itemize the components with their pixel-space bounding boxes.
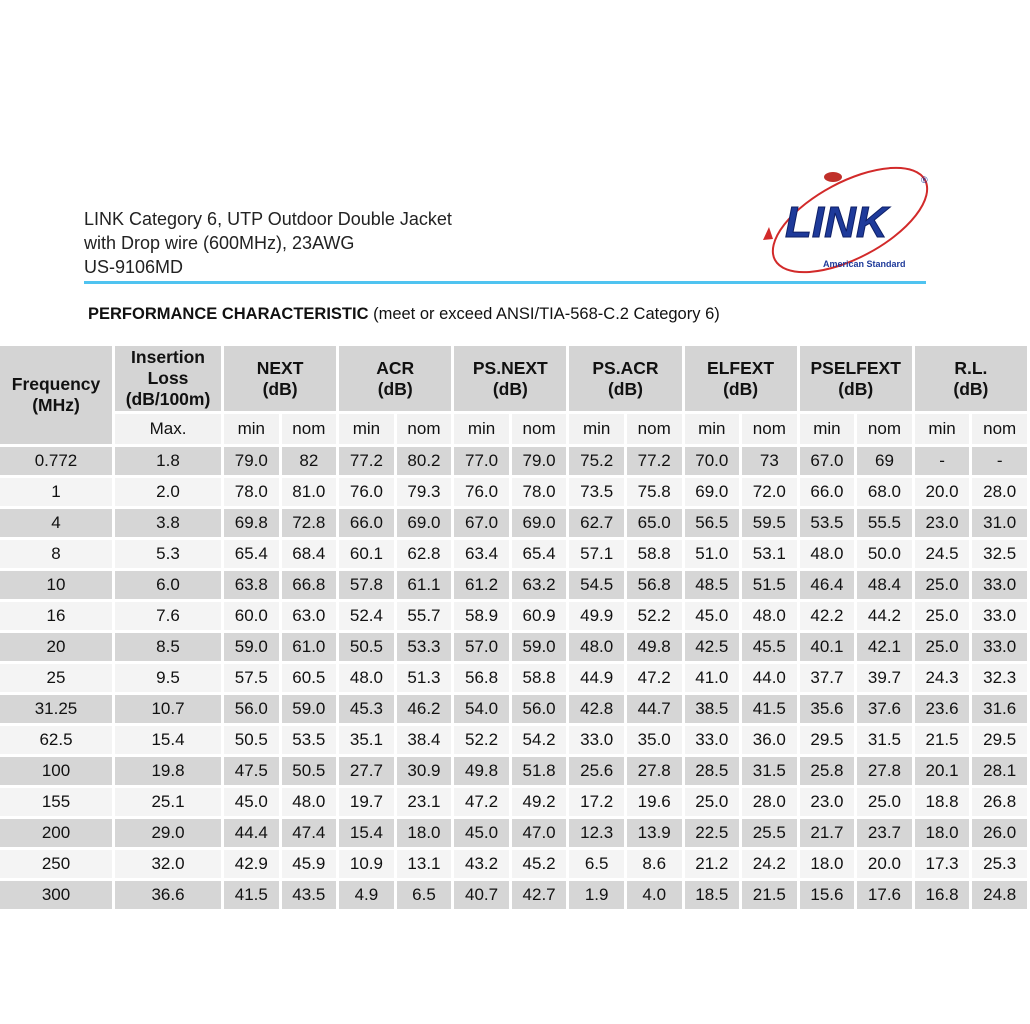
- value-cell: 57.1: [569, 540, 624, 568]
- value-cell: 53.5: [282, 726, 337, 754]
- value-cell: 30.9: [397, 757, 452, 785]
- value-cell: 77.2: [339, 447, 394, 475]
- value-cell: 69.0: [685, 478, 740, 506]
- value-cell: 36.6: [115, 881, 221, 909]
- value-cell: 62.8: [397, 540, 452, 568]
- value-cell: 56.8: [627, 571, 682, 599]
- value-cell: 12.3: [569, 819, 624, 847]
- value-cell: 29.5: [800, 726, 855, 754]
- value-cell: 45.9: [282, 850, 337, 878]
- value-cell: 6.0: [115, 571, 221, 599]
- value-cell: 51.8: [512, 757, 567, 785]
- column-subheader: min: [915, 414, 970, 444]
- value-cell: 6.5: [569, 850, 624, 878]
- value-cell: 57.5: [224, 664, 279, 692]
- value-cell: 27.8: [627, 757, 682, 785]
- value-cell: 21.5: [742, 881, 797, 909]
- value-cell: 81.0: [282, 478, 337, 506]
- value-cell: 72.8: [282, 509, 337, 537]
- registered-mark: ®: [921, 175, 928, 185]
- column-subheader: nom: [742, 414, 797, 444]
- table-row: [0, 571, 1027, 599]
- value-cell: 10.9: [339, 850, 394, 878]
- frequency-cell: 250: [0, 850, 112, 878]
- value-cell: 42.9: [224, 850, 279, 878]
- value-cell: 79.3: [397, 478, 452, 506]
- frequency-cell: 8: [0, 540, 112, 568]
- value-cell: 47.0: [512, 819, 567, 847]
- value-cell: 9.5: [115, 664, 221, 692]
- value-cell: 13.1: [397, 850, 452, 878]
- value-cell: 73: [742, 447, 797, 475]
- column-header: ELFEXT (dB): [685, 346, 797, 411]
- value-cell: 3.8: [115, 509, 221, 537]
- value-cell: 42.5: [685, 633, 740, 661]
- value-cell: 50.5: [282, 757, 337, 785]
- table-row: [0, 695, 1027, 723]
- value-cell: 33.0: [972, 602, 1027, 630]
- value-cell: 78.0: [512, 478, 567, 506]
- value-cell: 54.0: [454, 695, 509, 723]
- value-cell: 31.5: [742, 757, 797, 785]
- value-cell: 53.1: [742, 540, 797, 568]
- value-cell: 28.1: [972, 757, 1027, 785]
- value-cell: 78.0: [224, 478, 279, 506]
- value-cell: 36.0: [742, 726, 797, 754]
- value-cell: 37.6: [857, 695, 912, 723]
- value-cell: 33.0: [569, 726, 624, 754]
- value-cell: 72.0: [742, 478, 797, 506]
- value-cell: 24.5: [915, 540, 970, 568]
- value-cell: 48.0: [339, 664, 394, 692]
- column-subheader: min: [800, 414, 855, 444]
- value-cell: 51.0: [685, 540, 740, 568]
- value-cell: 49.8: [627, 633, 682, 661]
- value-cell: 46.2: [397, 695, 452, 723]
- value-cell: 25.1: [115, 788, 221, 816]
- value-cell: 33.0: [972, 571, 1027, 599]
- value-cell: 35.0: [627, 726, 682, 754]
- value-cell: 45.5: [742, 633, 797, 661]
- performance-title: PERFORMANCE CHARACTERISTIC: [88, 305, 369, 323]
- value-cell: 65.0: [627, 509, 682, 537]
- frequency-cell: 10: [0, 571, 112, 599]
- value-cell: 55.5: [857, 509, 912, 537]
- value-cell: 7.6: [115, 602, 221, 630]
- value-cell: 29.5: [972, 726, 1027, 754]
- value-cell: 32.3: [972, 664, 1027, 692]
- value-cell: 18.0: [397, 819, 452, 847]
- value-cell: 45.0: [685, 602, 740, 630]
- value-cell: 18.5: [685, 881, 740, 909]
- value-cell: 25.0: [915, 602, 970, 630]
- value-cell: 50.5: [224, 726, 279, 754]
- frequency-cell: 300: [0, 881, 112, 909]
- value-cell: 17.6: [857, 881, 912, 909]
- value-cell: 43.5: [282, 881, 337, 909]
- value-cell: 23.1: [397, 788, 452, 816]
- value-cell: 54.5: [569, 571, 624, 599]
- value-cell: 76.0: [454, 478, 509, 506]
- column-subheader: nom: [397, 414, 452, 444]
- value-cell: 51.5: [742, 571, 797, 599]
- value-cell: 32.0: [115, 850, 221, 878]
- value-cell: 35.1: [339, 726, 394, 754]
- value-cell: 25.3: [972, 850, 1027, 878]
- frequency-cell: 20: [0, 633, 112, 661]
- value-cell: 69.8: [224, 509, 279, 537]
- value-cell: 25.8: [800, 757, 855, 785]
- value-cell: 59.0: [224, 633, 279, 661]
- column-subheader: nom: [627, 414, 682, 444]
- value-cell: 58.9: [454, 602, 509, 630]
- table-row: [0, 757, 1027, 785]
- value-cell: 54.2: [512, 726, 567, 754]
- value-cell: 56.0: [512, 695, 567, 723]
- link-logo: [755, 165, 935, 275]
- table-row: [0, 788, 1027, 816]
- value-cell: 80.2: [397, 447, 452, 475]
- value-cell: 35.6: [800, 695, 855, 723]
- value-cell: 66.0: [339, 509, 394, 537]
- value-cell: 59.0: [512, 633, 567, 661]
- value-cell: 56.0: [224, 695, 279, 723]
- value-cell: 2.0: [115, 478, 221, 506]
- value-cell: 38.4: [397, 726, 452, 754]
- value-cell: 27.7: [339, 757, 394, 785]
- value-cell: 47.2: [627, 664, 682, 692]
- column-header: Frequency (MHz): [0, 346, 112, 444]
- value-cell: 48.0: [800, 540, 855, 568]
- frequency-cell: 1: [0, 478, 112, 506]
- table-row: [0, 478, 1027, 506]
- value-cell: 69.0: [397, 509, 452, 537]
- value-cell: 43.2: [454, 850, 509, 878]
- logo-arrowhead: [763, 227, 773, 240]
- value-cell: 10.7: [115, 695, 221, 723]
- value-cell: 23.0: [800, 788, 855, 816]
- value-cell: 47.5: [224, 757, 279, 785]
- value-cell: 61.1: [397, 571, 452, 599]
- value-cell: 24.2: [742, 850, 797, 878]
- value-cell: 46.4: [800, 571, 855, 599]
- value-cell: 19.8: [115, 757, 221, 785]
- frequency-cell: 16: [0, 602, 112, 630]
- value-cell: 22.5: [685, 819, 740, 847]
- value-cell: 15.4: [115, 726, 221, 754]
- column-subheader: Max.: [115, 414, 221, 444]
- value-cell: 38.5: [685, 695, 740, 723]
- value-cell: 53.5: [800, 509, 855, 537]
- value-cell: 44.0: [742, 664, 797, 692]
- value-cell: 24.3: [915, 664, 970, 692]
- value-cell: 25.0: [685, 788, 740, 816]
- value-cell: 50.0: [857, 540, 912, 568]
- column-subheader: min: [339, 414, 394, 444]
- table-row: [0, 819, 1027, 847]
- value-cell: 18.0: [915, 819, 970, 847]
- value-cell: 42.2: [800, 602, 855, 630]
- value-cell: 17.2: [569, 788, 624, 816]
- frequency-cell: 25: [0, 664, 112, 692]
- performance-table-grid: [0, 343, 1030, 912]
- value-cell: 18.8: [915, 788, 970, 816]
- frequency-cell: 31.25: [0, 695, 112, 723]
- value-cell: 63.8: [224, 571, 279, 599]
- value-cell: 19.6: [627, 788, 682, 816]
- value-cell: 25.0: [915, 633, 970, 661]
- value-cell: 59.5: [742, 509, 797, 537]
- value-cell: 61.0: [282, 633, 337, 661]
- value-cell: 40.1: [800, 633, 855, 661]
- value-cell: 48.0: [742, 602, 797, 630]
- value-cell: 5.3: [115, 540, 221, 568]
- value-cell: 48.0: [282, 788, 337, 816]
- value-cell: 26.0: [972, 819, 1027, 847]
- value-cell: 25.0: [915, 571, 970, 599]
- performance-table: [0, 343, 1027, 904]
- value-cell: 23.6: [915, 695, 970, 723]
- value-cell: 20.0: [857, 850, 912, 878]
- value-cell: 52.4: [339, 602, 394, 630]
- value-cell: 60.0: [224, 602, 279, 630]
- value-cell: 44.9: [569, 664, 624, 692]
- table-row: [0, 633, 1027, 661]
- value-cell: 58.8: [512, 664, 567, 692]
- value-cell: 44.7: [627, 695, 682, 723]
- value-cell: 62.7: [569, 509, 624, 537]
- value-cell: 63.0: [282, 602, 337, 630]
- value-cell: 31.6: [972, 695, 1027, 723]
- value-cell: 28.5: [685, 757, 740, 785]
- performance-note: (meet or exceed ANSI/TIA-568-C.2 Category 6): [373, 305, 720, 323]
- table-row: [0, 664, 1027, 692]
- value-cell: 66.0: [800, 478, 855, 506]
- value-cell: 66.8: [282, 571, 337, 599]
- value-cell: 20.0: [915, 478, 970, 506]
- title-line: LINK Category 6, UTP Outdoor Double Jacket: [84, 209, 452, 229]
- performance-heading: [88, 305, 720, 324]
- frequency-cell: 0.772: [0, 447, 112, 475]
- value-cell: 48.5: [685, 571, 740, 599]
- value-cell: 15.6: [800, 881, 855, 909]
- column-subheader: min: [569, 414, 624, 444]
- column-subheader: min: [224, 414, 279, 444]
- value-cell: 51.3: [397, 664, 452, 692]
- value-cell: 27.8: [857, 757, 912, 785]
- column-subheader: nom: [512, 414, 567, 444]
- value-cell: 33.0: [972, 633, 1027, 661]
- value-cell: 6.5: [397, 881, 452, 909]
- value-cell: 50.5: [339, 633, 394, 661]
- value-cell: 23.7: [857, 819, 912, 847]
- value-cell: 40.7: [454, 881, 509, 909]
- value-cell: 45.0: [454, 819, 509, 847]
- value-cell: 33.0: [685, 726, 740, 754]
- value-cell: 41.5: [224, 881, 279, 909]
- value-cell: 47.2: [454, 788, 509, 816]
- value-cell: 63.2: [512, 571, 567, 599]
- column-header: PS.ACR (dB): [569, 346, 681, 411]
- value-cell: 1.9: [569, 881, 624, 909]
- value-cell: 15.4: [339, 819, 394, 847]
- value-cell: 17.3: [915, 850, 970, 878]
- column-header: PSELFEXT (dB): [800, 346, 912, 411]
- value-cell: 41.5: [742, 695, 797, 723]
- value-cell: -: [915, 447, 970, 475]
- value-cell: 70.0: [685, 447, 740, 475]
- value-cell: 75.2: [569, 447, 624, 475]
- value-cell: 55.7: [397, 602, 452, 630]
- value-cell: 45.2: [512, 850, 567, 878]
- value-cell: 24.8: [972, 881, 1027, 909]
- value-cell: 68.0: [857, 478, 912, 506]
- value-cell: 73.5: [569, 478, 624, 506]
- value-cell: 18.0: [800, 850, 855, 878]
- value-cell: 60.9: [512, 602, 567, 630]
- value-cell: 76.0: [339, 478, 394, 506]
- column-subheader: min: [454, 414, 509, 444]
- value-cell: 16.8: [915, 881, 970, 909]
- table-row: [0, 602, 1027, 630]
- logo-tagline: American Standard: [823, 259, 906, 269]
- value-cell: 42.7: [512, 881, 567, 909]
- value-cell: 65.4: [512, 540, 567, 568]
- value-cell: 77.2: [627, 447, 682, 475]
- value-cell: 49.9: [569, 602, 624, 630]
- value-cell: -: [972, 447, 1027, 475]
- value-cell: 75.8: [627, 478, 682, 506]
- value-cell: 1.8: [115, 447, 221, 475]
- value-cell: 23.0: [915, 509, 970, 537]
- value-cell: 68.4: [282, 540, 337, 568]
- product-title: [84, 207, 452, 279]
- column-subheader: nom: [282, 414, 337, 444]
- value-cell: 49.8: [454, 757, 509, 785]
- frequency-cell: 200: [0, 819, 112, 847]
- value-cell: 8.6: [627, 850, 682, 878]
- value-cell: 4.0: [627, 881, 682, 909]
- table-row: [0, 509, 1027, 537]
- value-cell: 60.1: [339, 540, 394, 568]
- value-cell: 48.0: [569, 633, 624, 661]
- value-cell: 21.5: [915, 726, 970, 754]
- accent-divider: [84, 281, 926, 284]
- product-code: US-9106MD: [84, 257, 184, 277]
- frequency-cell: 62.5: [0, 726, 112, 754]
- column-header: R.L. (dB): [915, 346, 1027, 411]
- subheader-row: [0, 414, 1027, 444]
- value-cell: 32.5: [972, 540, 1027, 568]
- value-cell: 8.5: [115, 633, 221, 661]
- value-cell: 25.0: [857, 788, 912, 816]
- value-cell: 31.0: [972, 509, 1027, 537]
- value-cell: 31.5: [857, 726, 912, 754]
- value-cell: 69: [857, 447, 912, 475]
- value-cell: 25.5: [742, 819, 797, 847]
- value-cell: 79.0: [512, 447, 567, 475]
- frequency-cell: 155: [0, 788, 112, 816]
- value-cell: 26.8: [972, 788, 1027, 816]
- value-cell: 49.2: [512, 788, 567, 816]
- value-cell: 63.4: [454, 540, 509, 568]
- value-cell: 56.5: [685, 509, 740, 537]
- value-cell: 48.4: [857, 571, 912, 599]
- value-cell: 56.8: [454, 664, 509, 692]
- frequency-cell: 4: [0, 509, 112, 537]
- value-cell: 65.4: [224, 540, 279, 568]
- title-line: with Drop wire (600MHz), 23AWG: [84, 233, 355, 253]
- column-header: NEXT (dB): [224, 346, 336, 411]
- table-row: [0, 726, 1027, 754]
- value-cell: 29.0: [115, 819, 221, 847]
- value-cell: 52.2: [627, 602, 682, 630]
- value-cell: 37.7: [800, 664, 855, 692]
- value-cell: 20.1: [915, 757, 970, 785]
- value-cell: 39.7: [857, 664, 912, 692]
- value-cell: 13.9: [627, 819, 682, 847]
- value-cell: 41.0: [685, 664, 740, 692]
- value-cell: 42.8: [569, 695, 624, 723]
- logo-comet: [824, 172, 842, 182]
- value-cell: 25.6: [569, 757, 624, 785]
- value-cell: 21.7: [800, 819, 855, 847]
- frequency-cell: 100: [0, 757, 112, 785]
- value-cell: 44.2: [857, 602, 912, 630]
- value-cell: 58.8: [627, 540, 682, 568]
- value-cell: 4.9: [339, 881, 394, 909]
- value-cell: 60.5: [282, 664, 337, 692]
- table-row: [0, 850, 1027, 878]
- value-cell: 21.2: [685, 850, 740, 878]
- value-cell: 28.0: [972, 478, 1027, 506]
- table-body: [0, 346, 1027, 909]
- value-cell: 19.7: [339, 788, 394, 816]
- value-cell: 28.0: [742, 788, 797, 816]
- table-row: [0, 881, 1027, 909]
- value-cell: 42.1: [857, 633, 912, 661]
- value-cell: 47.4: [282, 819, 337, 847]
- value-cell: 59.0: [282, 695, 337, 723]
- value-cell: 52.2: [454, 726, 509, 754]
- value-cell: 67.0: [454, 509, 509, 537]
- table-row: [0, 540, 1027, 568]
- value-cell: 57.8: [339, 571, 394, 599]
- column-subheader: min: [685, 414, 740, 444]
- value-cell: 77.0: [454, 447, 509, 475]
- value-cell: 45.0: [224, 788, 279, 816]
- header-row: [0, 346, 1027, 411]
- logo-wordmark: LINK: [785, 198, 888, 247]
- value-cell: 61.2: [454, 571, 509, 599]
- column-header: PS.NEXT (dB): [454, 346, 566, 411]
- value-cell: 44.4: [224, 819, 279, 847]
- column-header: ACR (dB): [339, 346, 451, 411]
- value-cell: 69.0: [512, 509, 567, 537]
- table-row: [0, 447, 1027, 475]
- column-subheader: nom: [972, 414, 1027, 444]
- value-cell: 57.0: [454, 633, 509, 661]
- value-cell: 45.3: [339, 695, 394, 723]
- value-cell: 82: [282, 447, 337, 475]
- value-cell: 53.3: [397, 633, 452, 661]
- value-cell: 67.0: [800, 447, 855, 475]
- column-subheader: nom: [857, 414, 912, 444]
- value-cell: 79.0: [224, 447, 279, 475]
- column-header: Insertion Loss (dB/100m): [115, 346, 221, 411]
